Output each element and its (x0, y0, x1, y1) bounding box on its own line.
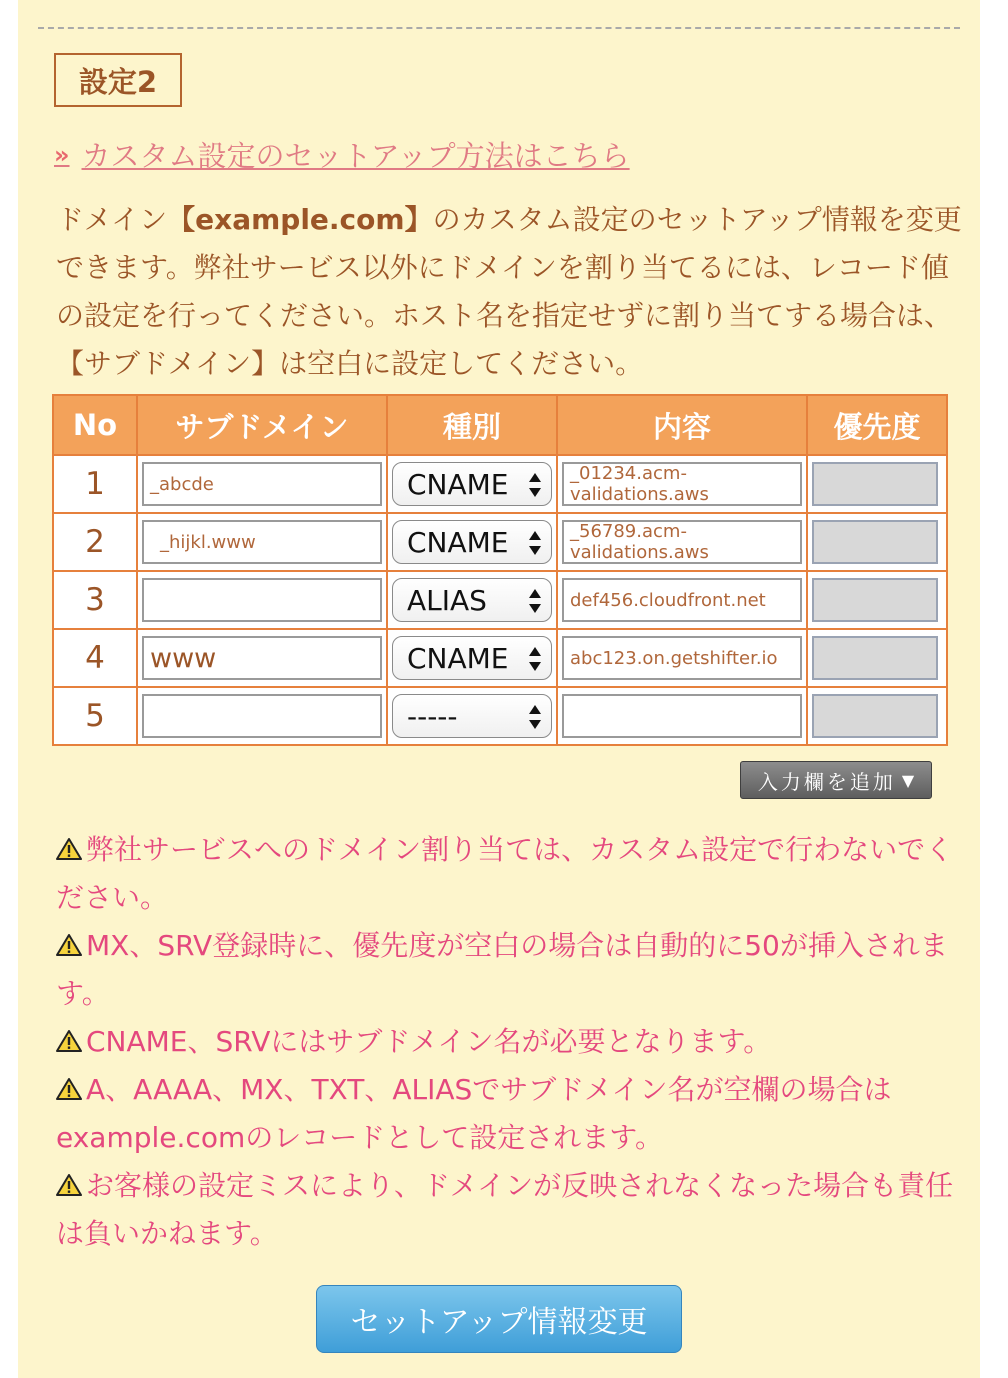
description-before: ドメイン (56, 203, 168, 236)
type-select[interactable] (392, 694, 552, 738)
type-cell (387, 687, 557, 745)
updown-arrows-icon (528, 704, 542, 730)
type-select[interactable] (392, 520, 552, 564)
header-content: 内容 (557, 395, 807, 455)
subdomain-cell (137, 513, 387, 571)
type-select-value: ----- (407, 699, 458, 733)
dns-records-table (52, 394, 948, 746)
priority-input[interactable] (812, 520, 938, 564)
description (56, 196, 968, 388)
content-cell (557, 687, 807, 745)
setup-help-link[interactable] (54, 134, 630, 175)
updown-arrows-icon (528, 646, 542, 672)
row-number: 5 (53, 687, 137, 745)
header-subdomain: サブドメイン (137, 395, 387, 455)
subdomain-cell (137, 629, 387, 687)
description-domain: 【example.com】 (167, 203, 433, 236)
table-row (53, 629, 947, 687)
subdomain-input[interactable]: _hijkl.www (142, 520, 382, 564)
type-select[interactable] (392, 636, 552, 680)
subdomain-cell (137, 687, 387, 745)
subdomain-input[interactable]: _abcde (142, 462, 382, 506)
content-cell (557, 571, 807, 629)
warning-icon (56, 1077, 82, 1101)
section-label: 設定2 (54, 53, 182, 107)
add-row-button[interactable] (740, 761, 932, 799)
note-text: MX、SRV登録時に、優先度が空白の場合は自動的に50が挿入されます。 (56, 929, 948, 1010)
table-row (53, 687, 947, 745)
table-row (53, 455, 947, 513)
subdomain-cell (137, 455, 387, 513)
table-row (53, 571, 947, 629)
header-type: 種別 (387, 395, 557, 455)
priority-input[interactable] (812, 578, 938, 622)
content-cell (557, 455, 807, 513)
warning-icon (56, 1173, 82, 1197)
priority-cell (807, 513, 947, 571)
note-item (56, 826, 960, 922)
priority-cell (807, 687, 947, 745)
note-text: A、AAAA、MX、TXT、ALIASでサブドメイン名が空欄の場合はexample.comのレコードとして設定されます。 (56, 1073, 892, 1154)
warning-icon (56, 837, 82, 861)
note-item (56, 1018, 960, 1066)
note-text: お客様の設定ミスにより、ドメインが反映されなくなった場合も責任は負いかねます。 (56, 1169, 954, 1250)
row-number: 3 (53, 571, 137, 629)
content-input[interactable]: def456.cloudfront.net (562, 578, 802, 622)
type-select-value: ALIAS (407, 583, 487, 617)
row-number: 4 (53, 629, 137, 687)
description-after: のカスタム設定のセットアップ情報を変更できます。弊社サービス以外にドメインを割り当てるには、レコード値の設定を行ってください。ホスト名を指定せずに割り当てする場合は、【サブドメイン】は空白に設定してください。 (56, 203, 962, 380)
setup-help-link-text: カスタム設定のセットアップ方法はこちら (81, 139, 630, 173)
add-row-button-label: 入力欄を追加 (757, 769, 896, 794)
note-item (56, 922, 960, 1018)
subdomain-input[interactable] (142, 694, 382, 738)
priority-input[interactable] (812, 462, 938, 506)
subdomain-cell (137, 571, 387, 629)
content-input[interactable]: abc123.on.getshifter.io (562, 636, 802, 680)
updown-arrows-icon (528, 588, 542, 614)
type-select-value: CNAME (407, 641, 509, 675)
note-item (56, 1066, 960, 1162)
note-text: 弊社サービスへのドメイン割り当ては、カスタム設定で行わないでください。 (56, 833, 954, 914)
priority-cell (807, 571, 947, 629)
warning-icon (56, 933, 82, 957)
header-no: No (53, 395, 137, 455)
type-cell (387, 513, 557, 571)
notes-list (56, 826, 960, 1258)
content-cell (557, 513, 807, 571)
submit-setup-button[interactable]: セットアップ情報変更 (316, 1285, 682, 1353)
double-chevron-icon: » (54, 140, 70, 169)
content-input[interactable] (562, 694, 802, 738)
type-select[interactable] (392, 462, 552, 506)
dotted-divider (38, 27, 960, 29)
row-number: 1 (53, 455, 137, 513)
priority-cell (807, 455, 947, 513)
priority-input[interactable] (812, 694, 938, 738)
table-row (53, 513, 947, 571)
updown-arrows-icon (528, 472, 542, 498)
note-item (56, 1162, 960, 1258)
priority-cell (807, 629, 947, 687)
type-cell (387, 455, 557, 513)
note-text: CNAME、SRVにはサブドメイン名が必要となります。 (86, 1025, 772, 1058)
type-select[interactable] (392, 578, 552, 622)
content-input[interactable]: _56789.acm-validations.aws (562, 520, 802, 564)
content-input[interactable]: _01234.acm-validations.aws (562, 462, 802, 506)
priority-input[interactable] (812, 636, 938, 680)
subdomain-input[interactable]: www (142, 636, 382, 680)
subdomain-input[interactable] (142, 578, 382, 622)
warning-icon (56, 1029, 82, 1053)
type-cell (387, 571, 557, 629)
type-select-value: CNAME (407, 525, 509, 559)
updown-arrows-icon (528, 530, 542, 556)
content-cell (557, 629, 807, 687)
type-cell (387, 629, 557, 687)
row-number: 2 (53, 513, 137, 571)
type-select-value: CNAME (407, 467, 509, 501)
header-priority: 優先度 (807, 395, 947, 455)
triangle-down-icon: ▼ (901, 770, 915, 790)
table-header-row (53, 395, 947, 455)
